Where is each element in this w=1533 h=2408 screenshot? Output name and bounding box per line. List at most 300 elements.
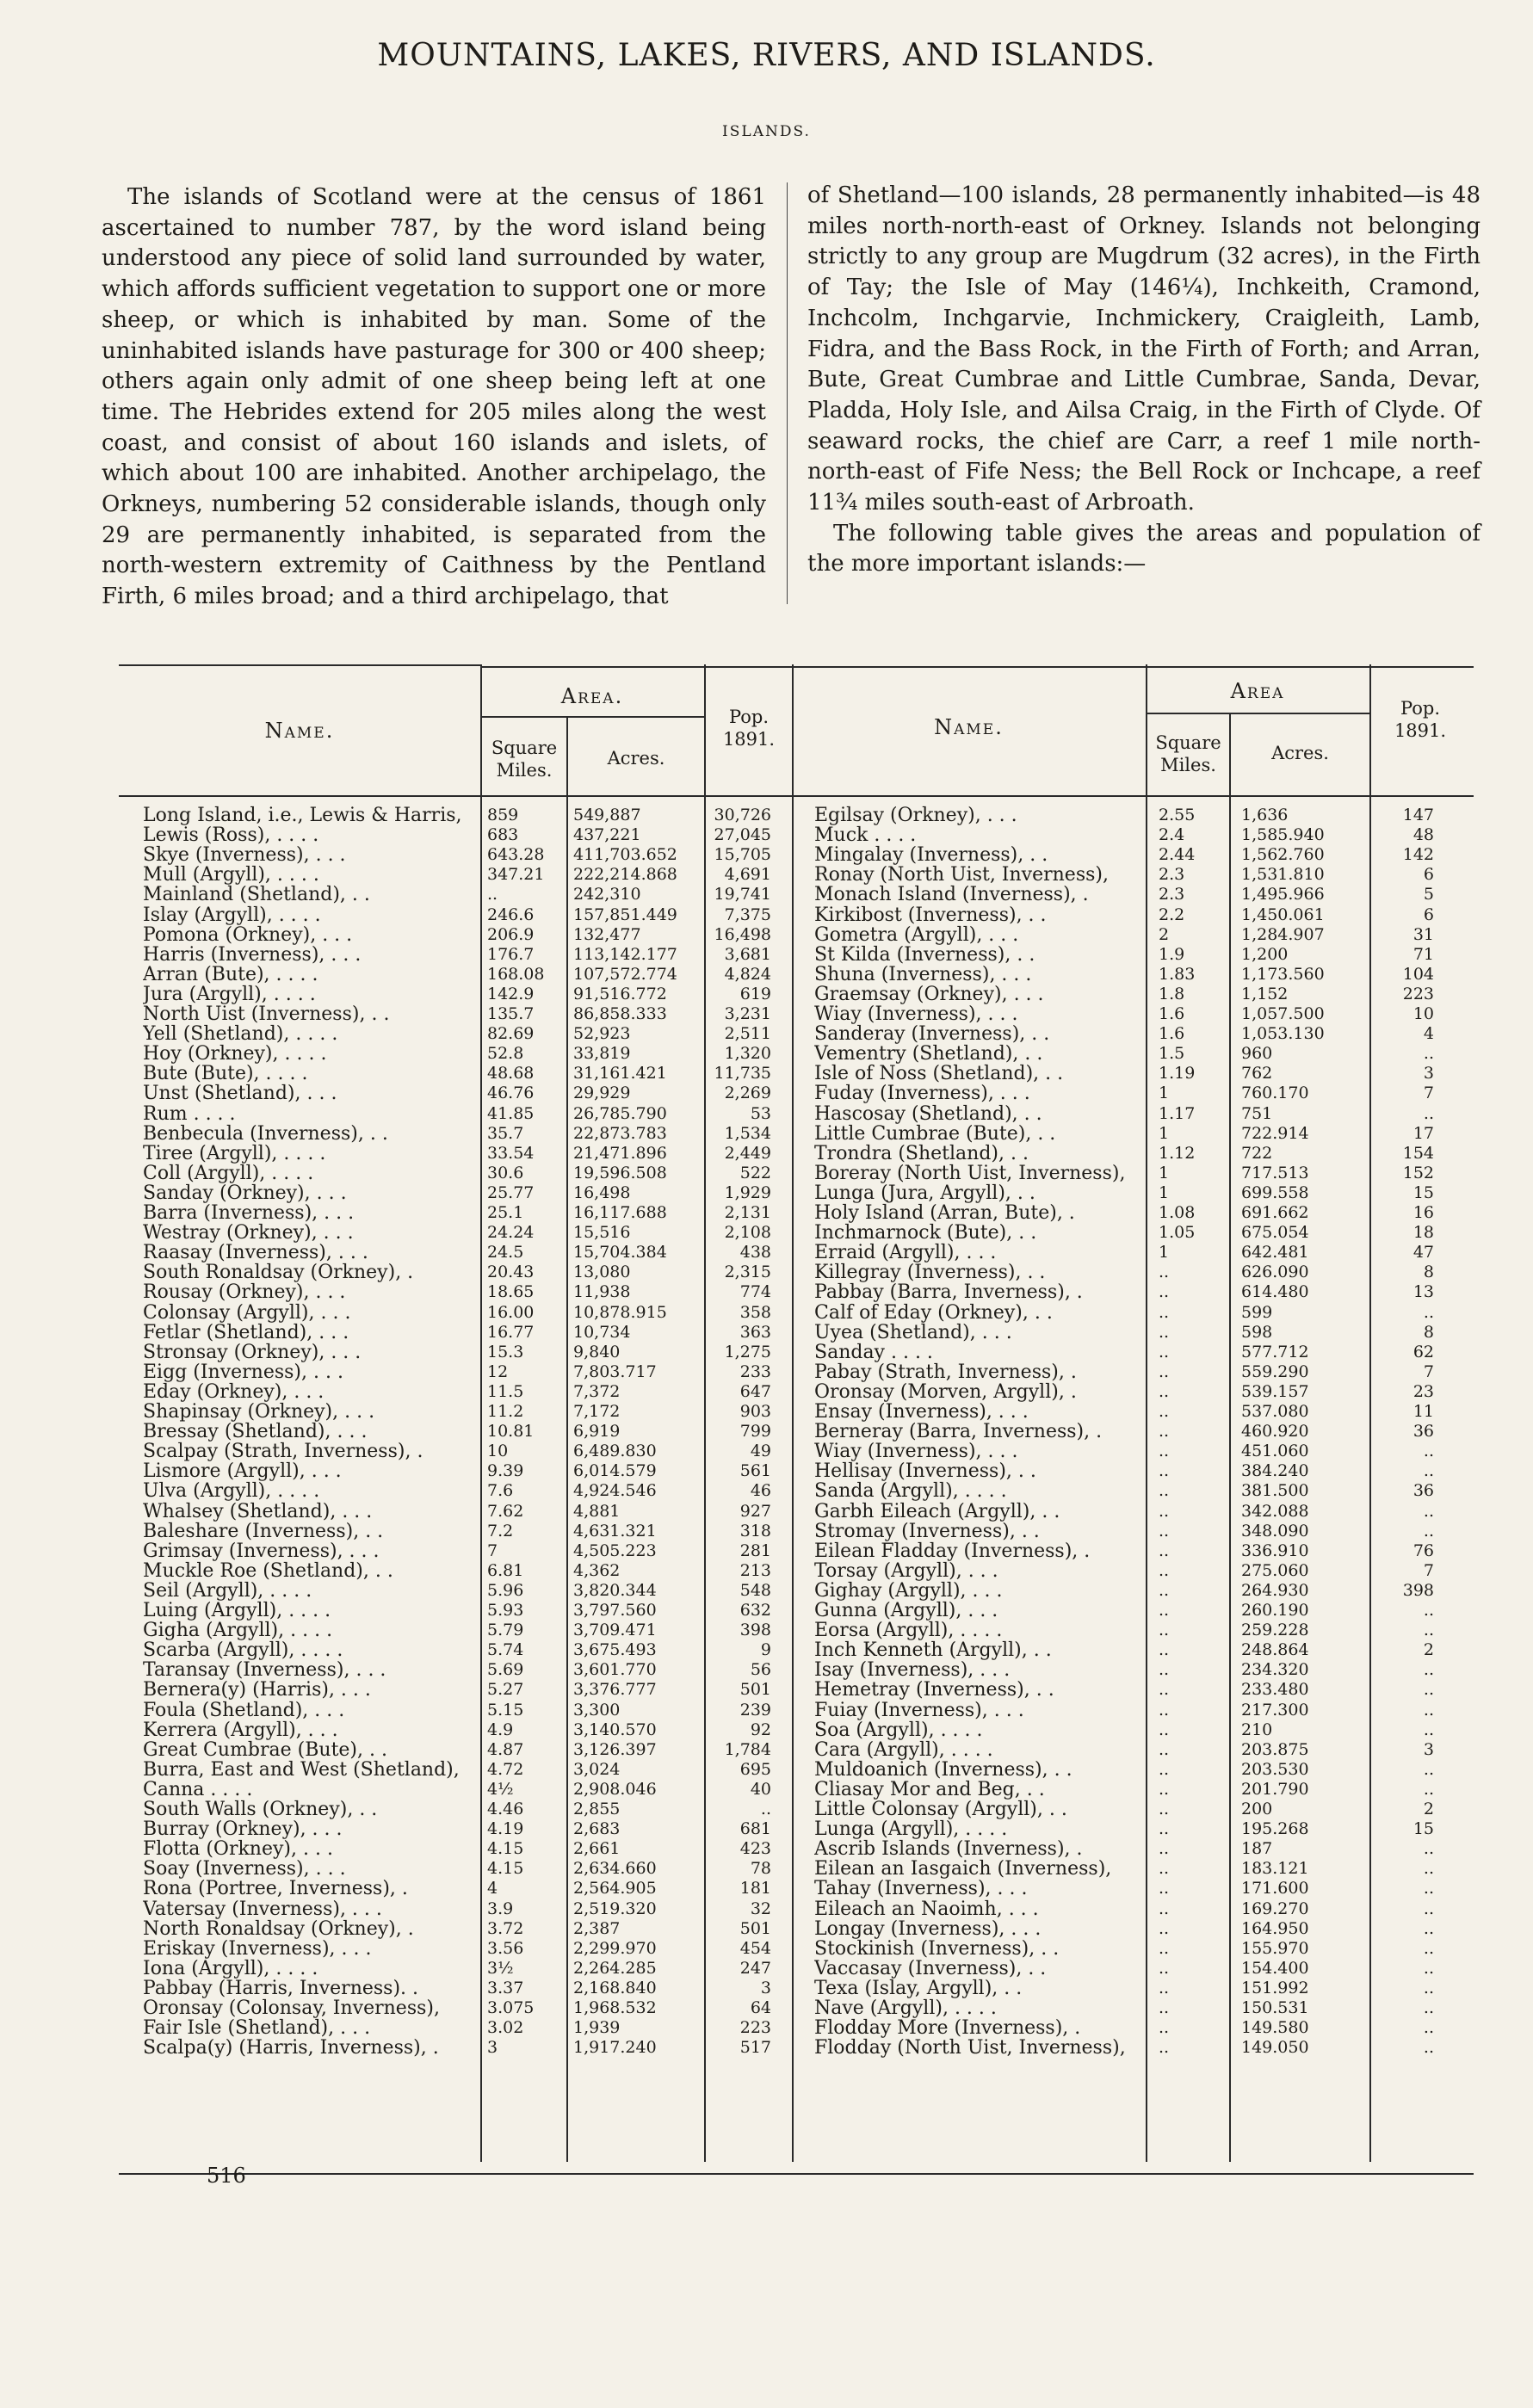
square-miles: 4.87 [487,1739,524,1759]
square-miles: .. [1159,1680,1170,1700]
island-name: Little Colonsay (Argyll), . . [814,1800,1067,1820]
island-name: Taransay (Inverness), . . . [143,1660,386,1681]
square-miles: 82.69 [487,1024,535,1044]
population: .. [1423,1938,1434,1958]
population: 454 [739,1938,771,1958]
island-name: Sanda (Argyll), . . . . [814,1481,1007,1502]
square-miles: 24.5 [487,1243,524,1263]
acres: 642.481 [1241,1243,1309,1263]
square-miles: 16.77 [487,1322,535,1342]
acres: 195.268 [1241,1819,1309,1839]
square-miles: 683 [487,825,519,845]
island-name: Sanday . . . . [814,1342,933,1362]
population: .. [1423,1302,1434,1322]
square-miles: 41.85 [487,1103,535,1123]
island-name: South Ronaldsay (Orkney), . [143,1263,414,1283]
square-miles: 3½ [487,1958,514,1978]
population: .. [760,1800,771,1818]
acres: 762 [1241,1064,1273,1084]
island-name: Egilsay (Orkney), . . . [814,806,1017,826]
acres: 164.950 [1241,1918,1309,1938]
acres: 26,785.790 [573,1103,667,1123]
population: 903 [739,1402,771,1421]
square-miles: 5.27 [487,1680,524,1700]
population: 11 [1412,1402,1434,1421]
header-area-left: Area. [560,684,624,708]
square-miles: 48.68 [487,1064,535,1084]
population: 36 [1412,1481,1434,1501]
acres: 234.320 [1241,1660,1309,1680]
population: 7 [1423,1084,1434,1103]
population: 3 [1423,1739,1434,1759]
population: 71 [1412,944,1434,964]
acres: 381.500 [1241,1481,1309,1501]
population: 31 [1412,924,1434,944]
island-name: Colonsay (Argyll), . . . [143,1302,351,1323]
population: .. [1423,1521,1434,1541]
island-name: Longay (Inverness), . . . [814,1918,1042,1939]
square-miles: .. [1159,2038,1170,2058]
population: 398 [1402,1580,1434,1600]
square-miles: 2.3 [1159,885,1185,905]
population: 358 [739,1302,771,1322]
population: 522 [739,1163,771,1182]
square-miles: 1.83 [1159,964,1196,984]
island-name: Pomona (Orkney), . . . [143,924,353,945]
intro-text-left [102,182,766,613]
acres: 22,873.783 [573,1123,667,1143]
acres: 699.558 [1241,1182,1309,1202]
acres: 691.662 [1241,1203,1309,1222]
acres: 614.480 [1241,1282,1309,1302]
island-name: Mingalay (Inverness), . . [814,845,1048,866]
population: 147 [1402,806,1434,824]
acres: 342.088 [1241,1501,1309,1521]
square-miles: .. [1159,1859,1170,1879]
population: 15 [1412,1182,1434,1202]
acres: 2,519.320 [573,1899,657,1918]
square-miles: 18.65 [487,1282,535,1302]
acres: 1,917.240 [573,2038,657,2058]
acres: 6,014.579 [573,1461,657,1481]
island-name: Trondra (Shetland), . . [814,1143,1029,1164]
acres: 3,140.570 [573,1720,657,1739]
acres: 210 [1241,1720,1273,1739]
acres: 626.090 [1241,1263,1309,1282]
population: 78 [750,1859,771,1879]
square-miles: 5.15 [487,1700,524,1720]
acres: 1,585.940 [1241,825,1325,845]
island-name: Isle of Noss (Shetland), . . [814,1064,1064,1084]
island-name: Torsay (Argyll), . . . [814,1560,998,1581]
square-miles: 24.24 [487,1223,535,1243]
island-name: Monach Island (Inverness), . [814,885,1089,905]
square-miles: .. [1159,1819,1170,1839]
square-miles: .. [1159,1342,1170,1361]
population: 8 [1423,1263,1434,1282]
acres: 6,919 [573,1422,621,1442]
island-name: Raasay (Inverness), . . . [143,1243,368,1263]
acres: 384.240 [1241,1461,1309,1481]
square-miles: 4.15 [487,1859,524,1879]
header-acres-right: Acres. [1271,743,1329,763]
acres: 149.580 [1241,2018,1309,2038]
acres: 960 [1241,1044,1273,1064]
square-miles: 1.9 [1159,944,1185,964]
population: 92 [750,1720,771,1739]
acres: 201.790 [1241,1779,1309,1799]
acres: 1,531.810 [1241,865,1325,885]
island-name: Islay (Argyll), . . . . [143,905,321,925]
island-name: Uyea (Shetland), . . . [814,1322,1012,1343]
population: 1,275 [724,1342,771,1361]
island-name: Vementry (Shetland), . . [814,1044,1043,1065]
island-name: Fair Isle (Shetland), . . . [143,2018,371,2039]
population: 16 [1412,1203,1434,1222]
acres: 151.992 [1241,1978,1309,1997]
square-miles: .. [1159,1461,1170,1481]
island-name: Rum . . . . [143,1103,236,1124]
square-miles: 1.12 [1159,1143,1196,1163]
island-name: Wiay (Inverness), . . . [814,1004,1018,1025]
acres: 33,819 [573,1044,631,1064]
square-miles: .. [1159,1958,1170,1978]
population: 799 [739,1422,771,1442]
acres: 539.157 [1241,1381,1309,1401]
square-miles: .. [1159,1560,1170,1580]
square-miles: .. [1159,1978,1170,1997]
square-miles: 168.08 [487,964,545,984]
island-name: Eigg (Inverness), . . . [143,1361,343,1382]
island-name: Stronsay (Orkney), . . . [143,1342,362,1362]
population: 32 [750,1899,771,1918]
acres: 460.920 [1241,1422,1309,1442]
acres: 16,117.688 [573,1203,667,1222]
square-miles: 4.19 [487,1819,524,1839]
island-name: Harris (Inverness), . . . [143,944,362,965]
island-name: Iona (Argyll), . . . . [143,1958,318,1979]
square-miles: .. [1159,1800,1170,1818]
square-miles: 7.2 [487,1521,514,1541]
population: 16,498 [714,924,771,944]
population: .. [1423,1461,1434,1481]
intro-paragraph-2: of Shetland—100 islands, 28 permanently inhabited—is 48 miles north-north-east of Orkney. Islands not belonging strictly to any group are Mugdrum (32 acres), in the Firth of Tay; the Isle of May (146¼), Inchkeith, Cramond, Inchcolm, Inchgarvie, Inchmickery, Craigleith, Lamb, Fidra, and the Bass Rock, in the Firth of Forth; and Arran, Bute, Great Cumbrae and Little Cumbrae, Sanda, Devar, Pladda, Holy Isle, and Ailsa Craig, in the Firth of Clyde. Of seaward rocks, the chief are Carr, a reef 1 mile north-north-east of Fife Ness; the Bell Rock or Inchcape, a reef 11¾ miles south-east of Arbroath. [807,182,1480,516]
square-miles: .. [1159,1918,1170,1938]
island-name: Holy Island (Arran, Bute), . [814,1203,1075,1224]
acres: 132,477 [573,924,641,944]
population: 281 [739,1541,771,1560]
square-miles: 35.7 [487,1123,524,1143]
population: 3 [760,1978,771,1997]
population: .. [1423,1044,1434,1064]
acres: 1,968.532 [573,1998,657,2017]
island-name: Canna . . . . [143,1779,253,1800]
acres: 13,080 [573,1263,631,1282]
header-sq-left: Square Miles. [491,738,558,781]
square-miles: .. [1159,1660,1170,1680]
population: 647 [739,1381,771,1401]
square-miles: 3.02 [487,2018,524,2038]
square-miles: 3.72 [487,1918,524,1938]
population: 10 [1412,1004,1434,1023]
square-miles: .. [1159,1998,1170,2017]
acres: 1,450.061 [1241,905,1325,924]
col-rule-sq-right [1146,664,1147,2162]
acres: 171.600 [1241,1879,1309,1899]
acres: 248.864 [1241,1640,1309,1660]
section-title: ISLANDS. [722,123,811,140]
square-miles: 4.46 [487,1800,524,1818]
acres: 1,152 [1241,984,1289,1003]
island-name: Oronsay (Colonsay, Inverness), [143,1998,440,2019]
acres: 1,173.560 [1241,964,1325,984]
island-name: Burra, East and West (Shetland), [143,1759,460,1780]
island-name: Berneray (Barra, Inverness), . [814,1422,1103,1442]
square-miles: .. [1159,2018,1170,2038]
population: .. [1423,1720,1434,1739]
square-miles: .. [1159,1759,1170,1779]
island-name: Soay (Inverness), . . . [143,1859,346,1880]
island-name: Grimsay (Inverness), . . . [143,1541,380,1561]
island-name: Ascrib Islands (Inverness), . [814,1839,1083,1860]
population: 30,726 [714,806,771,824]
square-miles: 25.77 [487,1182,535,1202]
island-name: North Ronaldsay (Orkney), . [143,1918,414,1939]
island-name: Ensay (Inverness), . . . [814,1402,1029,1423]
population: 6 [1423,905,1434,924]
island-name: Hellisay (Inverness), . . [814,1461,1036,1482]
square-miles: 5.96 [487,1580,524,1600]
island-name: Flotta (Orkney), . . . [143,1839,333,1860]
acres: 1,057.500 [1241,1004,1325,1023]
square-miles: 11.5 [487,1381,524,1401]
island-name: Scalpay (Strath, Inverness), . [143,1442,423,1462]
col-rule-ac-left [566,716,568,2162]
acres: 2,299.970 [573,1938,657,1958]
population: .. [1423,1859,1434,1879]
table-top-rule-right [480,666,1474,668]
island-name: Erraid (Argyll), . . . [814,1243,997,1263]
island-name: Tahay (Inverness), . . . [814,1879,1028,1899]
population: 56 [750,1660,771,1680]
island-name: Wiay (Inverness), . . . [814,1442,1018,1462]
square-miles: 4 [487,1879,498,1899]
population: 142 [1402,845,1434,865]
square-miles: 135.7 [487,1004,535,1023]
square-miles: 3 [487,2038,498,2058]
square-miles: 3.37 [487,1978,524,1997]
island-name: Skye (Inverness), . . . [143,845,346,866]
square-miles: .. [1159,1302,1170,1322]
acres: 348.090 [1241,1521,1309,1541]
island-name: Stromay (Inverness), . . [814,1521,1040,1541]
island-name: Lismore (Argyll), . . . [143,1461,342,1482]
population: 213 [739,1560,771,1580]
header-acres-left: Acres. [607,748,665,769]
island-name: Ulva (Argyll), . . . . [143,1481,320,1502]
square-miles: 1 [1159,1163,1170,1182]
population: 4,691 [724,865,771,885]
acres: 598 [1241,1322,1273,1342]
population: 501 [739,1680,771,1700]
population: .. [1423,1442,1434,1461]
acres: 187 [1241,1839,1273,1859]
col-rule-ac-right [1229,713,1231,2162]
acres: 7,803.717 [573,1361,657,1381]
square-miles: 5.74 [487,1640,524,1660]
square-miles: .. [1159,1879,1170,1899]
header-area-right: Area [1230,679,1285,703]
acres: 259.228 [1241,1621,1309,1640]
acres: 722 [1241,1143,1273,1163]
island-name: Fuiay (Inverness), . . . [814,1700,1024,1720]
population: 927 [739,1501,771,1521]
population: 2,131 [724,1203,771,1222]
population: 40 [750,1779,771,1799]
acres: 3,376.777 [573,1680,657,1700]
col-rule-mid [792,664,794,2162]
col-rule-sq-left [480,664,482,2162]
square-miles: 347.21 [487,865,545,885]
acres: 203.530 [1241,1759,1309,1779]
island-name: Eorsa (Argyll), . . . . [814,1621,1003,1641]
population: 62 [1412,1342,1434,1361]
population: 4 [1423,1024,1434,1044]
island-name: Burray (Orkney), . . . [143,1819,343,1840]
island-name: Whalsey (Shetland), . . . [143,1501,373,1522]
square-miles: .. [1159,1521,1170,1541]
population: 3,231 [724,1004,771,1023]
column-divider [787,182,788,604]
square-miles: .. [1159,1541,1170,1560]
square-miles: 2 [1159,924,1170,944]
square-miles: .. [1159,1899,1170,1918]
square-miles: 859 [487,806,519,824]
square-miles: 1 [1159,1243,1170,1263]
island-name: Hemetray (Inverness), . . [814,1680,1054,1701]
population: 438 [739,1243,771,1263]
island-name: Cara (Argyll), . . . . [814,1739,993,1760]
acres: 760.170 [1241,1084,1309,1103]
population: 681 [739,1819,771,1839]
acres: 7,172 [573,1402,621,1421]
island-name: Sanderay (Inverness), . . [814,1024,1050,1045]
island-name: Seil (Argyll), . . . . [143,1580,312,1601]
population: 8 [1423,1322,1434,1342]
island-name: Coll (Argyll), . . . . [143,1163,314,1183]
acres: 10,878.915 [573,1302,667,1322]
island-name: North Uist (Inverness), . . [143,1004,390,1025]
acres: 2,264.285 [573,1958,657,1978]
acres: 2,683 [573,1819,621,1839]
square-miles: 3.56 [487,1938,524,1958]
island-name: Eileach an Naoimh, . . . [814,1899,1039,1919]
square-miles: 15.3 [487,1342,524,1361]
population: 7 [1423,1560,1434,1580]
acres: 6,489.830 [573,1442,657,1461]
island-name: Sanday (Orkney), . . . [143,1182,347,1203]
island-name: Arran (Bute), . . . . [143,964,318,985]
population: 695 [739,1759,771,1779]
island-name: Rona (Portree, Inverness), . [143,1879,408,1899]
island-name: Yell (Shetland), . . . . [143,1024,338,1045]
acres: 52,923 [573,1024,631,1044]
population: 9 [760,1640,771,1660]
population: .. [1423,1779,1434,1799]
population: 2,511 [724,1024,771,1044]
population: .. [1423,1958,1434,1978]
island-name: Eilean an Iasgaich (Inverness), [814,1859,1112,1880]
population: 2,449 [724,1143,771,1163]
acres: 577.712 [1241,1342,1309,1361]
population: 15,705 [714,845,771,865]
acres: 169.270 [1241,1899,1309,1918]
square-miles: 6.81 [487,1560,524,1580]
population: .. [1423,1839,1434,1859]
population: 104 [1402,964,1434,984]
acres: 275.060 [1241,1560,1309,1580]
acres: 2,855 [573,1800,621,1818]
population: 27,045 [714,825,771,845]
island-name: Fuday (Inverness), . . . [814,1084,1030,1104]
island-name: Oronsay (Morven, Argyll), . [814,1381,1077,1402]
island-name: Cliasay Mor and Beg, . . [814,1779,1045,1800]
square-miles: 1.6 [1159,1004,1185,1023]
island-name: Texa (Islay, Argyll), . . [814,1978,1023,1998]
island-name: Lewis (Ross), . . . . [143,825,319,846]
square-miles: 3.9 [487,1899,514,1918]
square-miles: 46.76 [487,1084,535,1103]
square-miles: 1.17 [1159,1103,1196,1123]
island-name: Stockinish (Inverness), . . [814,1938,1060,1959]
acres: 31,161.421 [573,1064,667,1084]
square-miles: 1.19 [1159,1064,1196,1084]
island-name: Mainland (Shetland), . . [143,885,370,905]
square-miles: 9.39 [487,1461,524,1481]
population: 64 [750,1998,771,2017]
intro-paragraph-3: The following table gives the areas and population of the more important islands:— [807,520,1480,577]
island-name: Kirkibost (Inverness), . . [814,905,1047,925]
island-name: Isay (Inverness), . . . [814,1660,1011,1681]
population: 13 [1412,1282,1434,1302]
square-miles: 4.72 [487,1759,524,1779]
island-name: Benbecula (Inverness), . . [143,1123,388,1144]
population: 7,375 [724,905,771,924]
population: 2,108 [724,1223,771,1243]
square-miles: .. [1159,1601,1170,1620]
square-miles: 142.9 [487,984,535,1003]
acres: 242,310 [573,885,641,905]
acres: 21,471.896 [573,1143,667,1163]
island-name: Eday (Orkney), . . . [143,1381,325,1402]
island-name: Gigha (Argyll), . . . . [143,1621,333,1641]
island-name: Long Island, i.e., Lewis & Harris, [143,806,462,826]
population: 49 [750,1442,771,1461]
island-name: Pabbay (Barra, Inverness), . [814,1282,1083,1303]
population: 1,534 [724,1123,771,1143]
square-miles: .. [1159,1263,1170,1282]
population: .. [1423,1998,1434,2017]
population: 15 [1412,1819,1434,1839]
square-miles: 7.6 [487,1481,514,1501]
acres: 3,820.344 [573,1580,657,1600]
square-miles: 5.69 [487,1660,524,1680]
island-name: Muldoanich (Inverness), . . [814,1759,1072,1780]
population: 48 [1412,825,1434,845]
acres: 157,851.449 [573,905,677,924]
island-name: Westray (Orkney), . . . [143,1223,354,1244]
square-miles: 16.00 [487,1302,535,1322]
